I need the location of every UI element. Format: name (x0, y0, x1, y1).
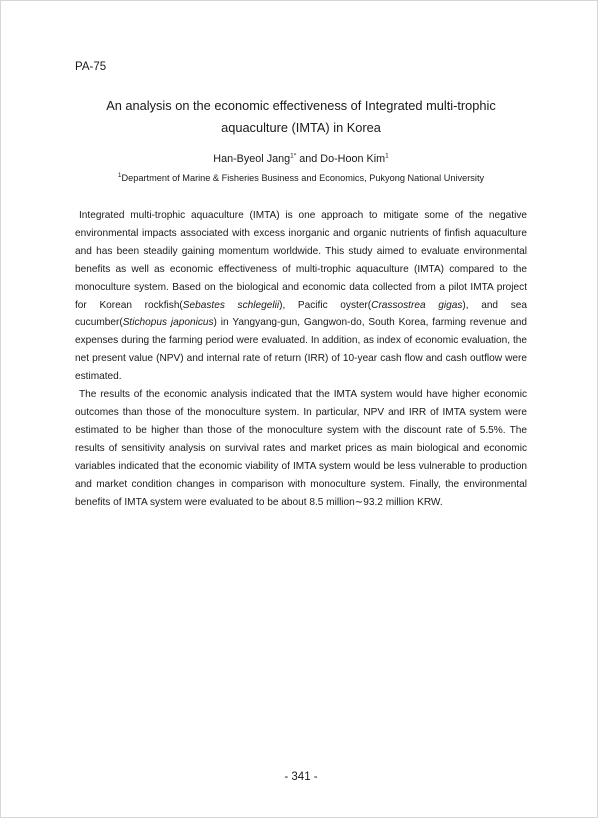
abstract-body (75, 207, 527, 511)
authors (61, 153, 541, 165)
paper-title (61, 95, 541, 139)
abstract-code: PA-75 (75, 61, 107, 73)
abstract-p1-text-d: ) in Yangyang-gun, Gangwon-do, South Korea, farming revenue and expenses during the farming period were evaluated. In addition, as index of economic evaluation, the net present value (NPV) and internal rate of return (IRR) of 10-year cash flow and cash outflow were estimated. (75, 317, 527, 383)
author-connector: and (296, 153, 321, 165)
species-rockfish: Sebastes schlegelii (182, 299, 280, 311)
abstract-p1-text-b: ), Pacific oyster( (279, 299, 372, 311)
page-number: - 341 - (284, 771, 318, 783)
author-1: Han-Byeol Jang (213, 153, 291, 165)
author-2: Do-Hoon Kim (320, 153, 386, 165)
title-line-1: An analysis on the economic effectiveness of Integrated multi-trophic (106, 98, 496, 113)
species-sea-cucumber: Stichopus japonicus (122, 317, 214, 329)
abstract-paragraph-2: The results of the economic analysis indicated that the IMTA system would have higher economic outcomes than those of the monoculture system. In particular, NPV and IRR of IMTA system were estimated to be higher than those of the monoculture system with the discount rate of 5.5%. The results of sensitivity analysis on survival rates and market prices as main biological and economic variables indicated that the economic viability of IMTA system would be less vulnerable to production and market condition changes in comparison with monoculture system. Finally, the environmental benefits of IMTA system were evaluated to be about 8.5 million∼93.2 million KRW. (75, 389, 527, 508)
author-2-affiliation-mark: 1 (385, 152, 389, 160)
affiliation-text: Department of Marine & Fisheries Business and Economics, Pukyong National University (121, 173, 485, 183)
author-1-affiliation-mark: 1* (290, 152, 297, 160)
affiliation (61, 173, 541, 183)
abstract-paragraph-1 (75, 207, 527, 386)
abstract-p1-text-a: Integrated multi-trophic aquaculture (IMTA) is one approach to mitigate some of the negative environmental impacts associated with excess inorganic and organic nutrients of finfish aquaculture and has been steadily gaining momentum worldwide. This study aimed to evaluate environmental benefits as well as economic effectiveness of multi-trophic aquaculture (IMTA) compared to the monoculture system. Based on the biological and economic data collected from a pilot IMTA project for Korean rockfish( (75, 210, 527, 311)
abstract-p1-text-c: ), and sea cucumber( (75, 299, 527, 329)
title-line-2: aquaculture (IMTA) in Korea (221, 120, 381, 135)
affiliation-mark: 1 (117, 171, 122, 179)
species-oyster: Crassostrea gigas (371, 299, 463, 311)
